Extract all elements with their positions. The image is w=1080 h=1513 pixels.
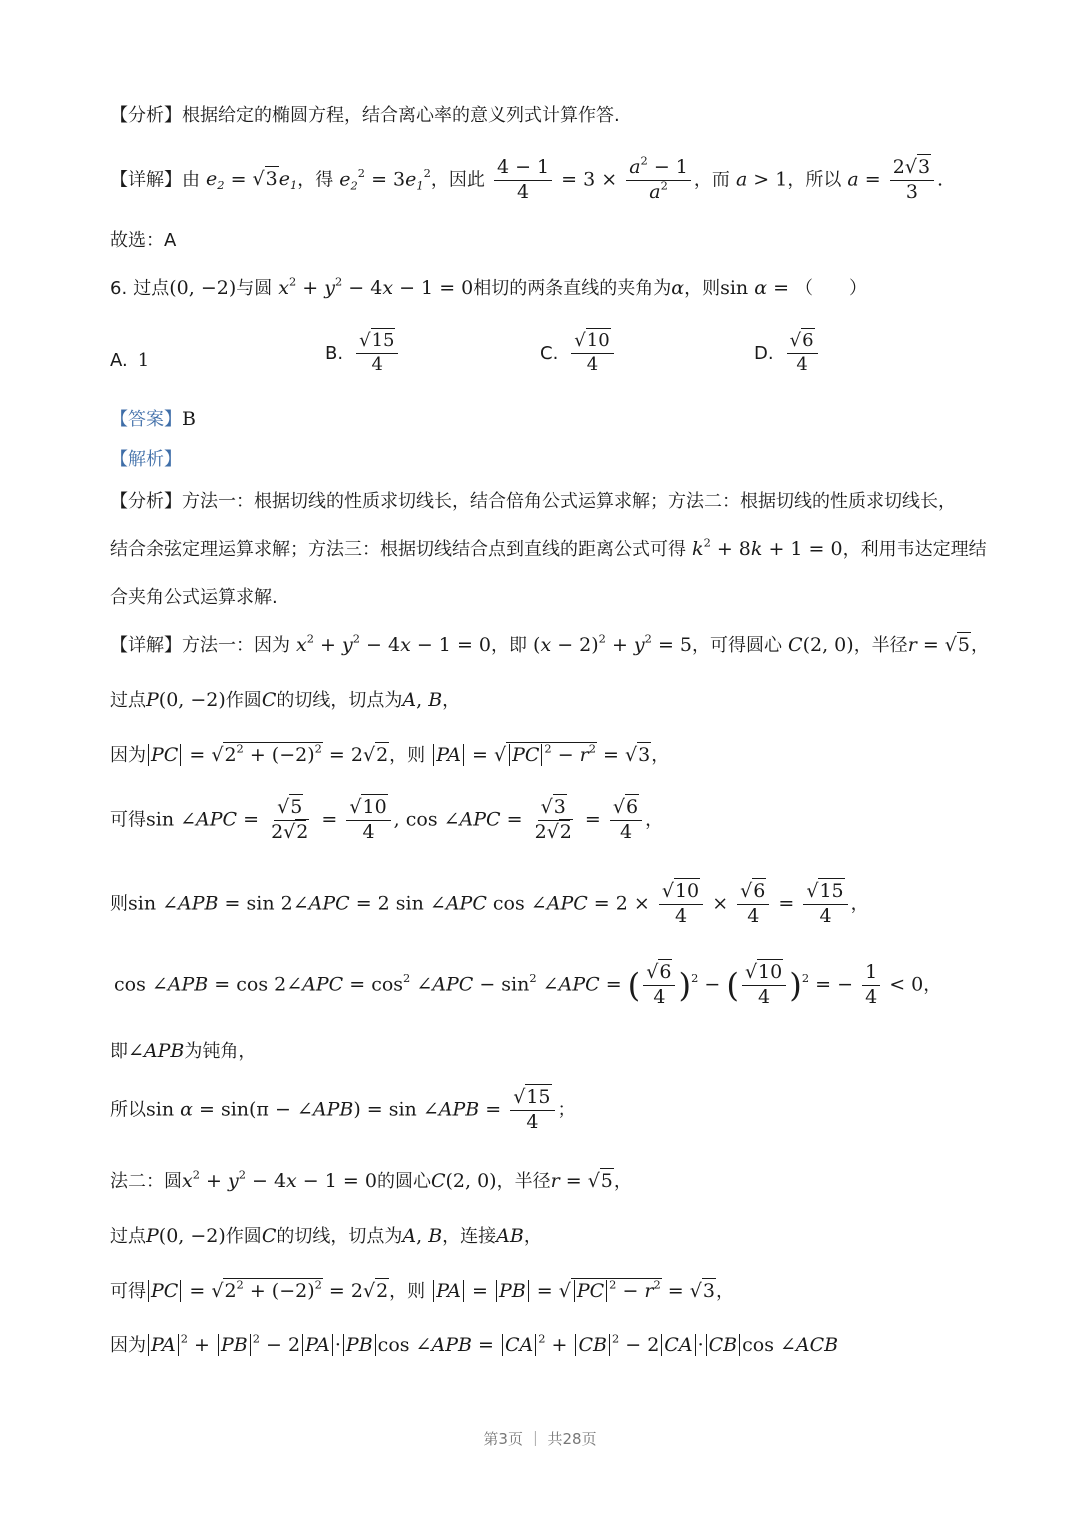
option-c[interactable]: C. $\frac{√10}{4}$ xyxy=(540,332,617,375)
m1-line5: 则sin ∠APB = sin 2∠APC = 2 sin ∠APC cos ∠APC = 2 × $\frac{√10}{4}$ × $\frac{√6}{4}$ = $\frac{√15}{4}$ ， xyxy=(110,880,869,927)
option-a[interactable]: A. 1 xyxy=(110,350,150,371)
q5-detail: 【详解】由 $e_2 = √3e_1$，得 $e_2^2 = 3e_1^2$，因此 $\frac{4 - 1}{4}$ = 3 × $\frac{a^2 - 1}{a^2}$ ，而 a > 1，所以 a = $\frac{2√3}{3}$ . xyxy=(110,153,944,203)
m1-line1: 【详解】方法一：因为 $x^2 + y^2 - 4x - 1 = 0$，即 $(x - 2)^2 + y^2 = 5$，可得圆心 C(2, 0)，半径r = √5， xyxy=(110,631,989,656)
jiexi-label: 【解析】 xyxy=(110,449,182,470)
q5-analysis: 【分析】根据给定的椭圆方程，结合离心率的意义列式计算作答. xyxy=(110,105,620,126)
option-d[interactable]: D. $\frac{√6}{4}$ xyxy=(754,332,821,375)
answer-line: 【答案】B xyxy=(110,408,196,430)
q5-answer: 故选：A xyxy=(110,230,177,251)
m1-line4: 可得sin ∠APC = $\frac{√5}{2√2}$ = $\frac{√10}{4}$ , cos ∠APC = $\frac{√3}{2√2}$ = $\frac{√6}{4}$ ， xyxy=(110,796,664,843)
q6-options xyxy=(0,332,1080,392)
page-footer: 第3页 ｜ 共28页 xyxy=(483,1430,597,1448)
m1-line2: 过点P(0, −2)作圆C的切线，切点为A, B， xyxy=(110,689,461,711)
q6-analysis-2: 结合余弦定理运算求解；方法三：根据切线结合点到直线的距离公式可得 $k^2 + 8k + 1 = 0$，利用韦达定理结 xyxy=(110,535,987,560)
m1-line7: 即∠APB为钝角， xyxy=(110,1040,257,1062)
m1-line8: 所以sin α = sin(π − ∠APB) = sin ∠APB = $\frac{√15}{4}$ ； xyxy=(110,1086,576,1133)
m2-line3: 可得 PC = $√2^2 + (-2)^2 = 2√2$，则 PA = PB = √ PC $^2 - r^2 = √3$， xyxy=(110,1277,734,1302)
m2-line4: 因为 PA $^2$ + PB $^2$ − 2 PA · PB cos ∠APB = CA $^2$ + CB $^2$ − 2 CA · CB cos ∠ACB xyxy=(110,1331,839,1356)
option-b[interactable]: B. $\frac{√15}{4}$ xyxy=(325,332,401,375)
m1-line3: 因为 PC = $√2^2 + (-2)^2 = 2√2$，则 PA = √ PC $^2 - r^2 = √3$， xyxy=(110,741,670,766)
m2-line1: 法二：圆$x^2 + y^2 - 4x - 1 = 0$的圆心C(2, 0)，半径r = √5， xyxy=(110,1167,632,1192)
m1-line6: cos ∠APB = cos 2∠APC = $\cos^2$ ∠APC − $\sin^2$ ∠APC = ( $\frac{√6}{4}$ )$^2$ − ( $\frac{√10}{4}$ )$^2$ = − $\frac{1}{4}$ < 0， xyxy=(114,961,942,1008)
m2-line2: 过点P(0, −2)作圆C的切线，切点为A, B，连接AB， xyxy=(110,1225,542,1247)
q6-stem: 6. 过点(0, −2)与圆 $x^2 + y^2 - 4x - 1 = 0$相切的两条直线的夹角为α，则sin α = （ ） xyxy=(110,274,868,299)
q6-analysis-3: 合夹角公式运算求解. xyxy=(110,587,278,608)
q6-analysis-1: 【分析】方法一：根据切线的性质求切线长，结合倍角公式运算求解；方法二：根据切线的性质求切线长， xyxy=(110,491,956,512)
